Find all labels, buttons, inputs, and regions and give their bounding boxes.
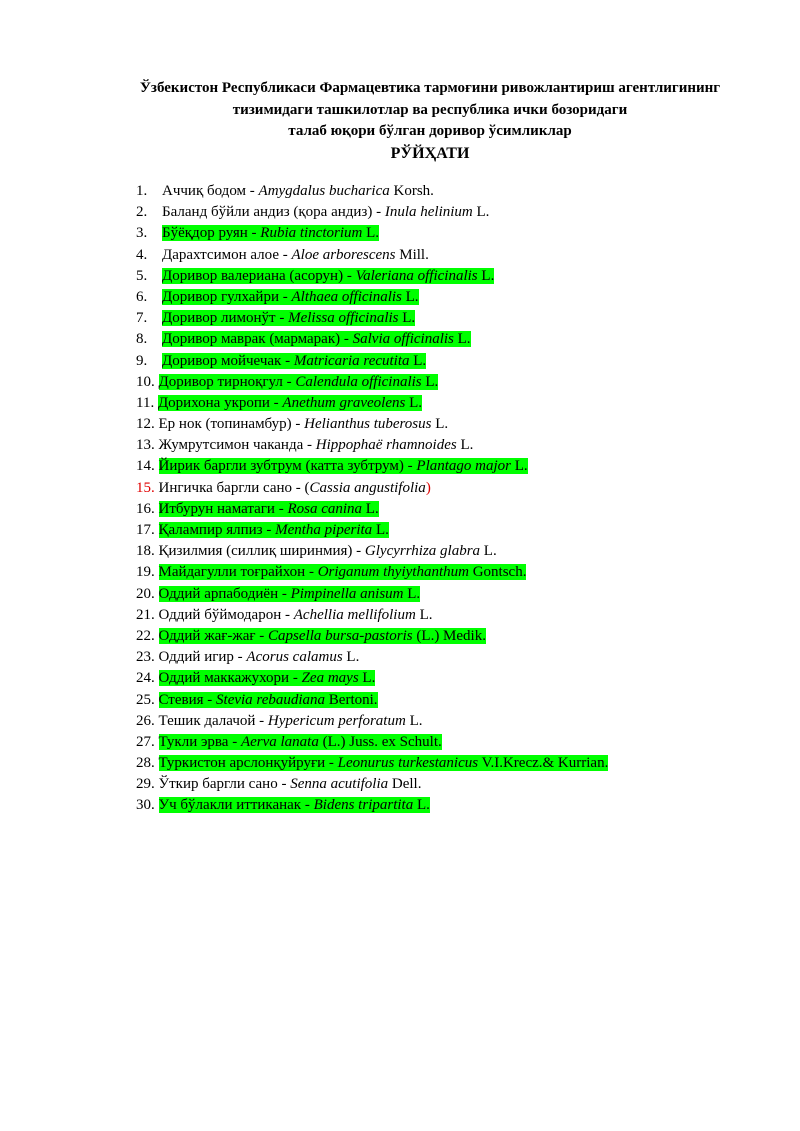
list-item [136,605,608,626]
item-text: Жумрутсимон чаканда - Hippophaë rhamnoides L. [158,437,474,454]
item-author: L. [481,267,495,284]
item-author: Gontsch. [472,564,527,581]
item-name: Бўёқдор руян [162,225,248,242]
list-item [136,329,608,350]
list-item [136,562,608,583]
item-latin: Amygdalus bucharica [258,183,390,199]
item-text: Доривор гулхайри - Althaea officinalis L. [162,288,419,305]
item-number: 4. [136,246,148,263]
item-number: 2. [136,204,148,221]
list-item [136,626,608,647]
item-author: L. [457,331,471,348]
item-name: Оддий маккажухори [158,670,290,687]
title-line-2: тизимидаги ташкилотлар ва республика ички бозоридаги [232,101,628,118]
item-name: Оддий бўймодарон [158,606,282,623]
item-text: Дорихона укропи - Anethum graveolens L. [157,394,422,411]
item-number: 6. [136,288,148,305]
list-item [136,308,608,329]
item-name: Туркистон арслонқуйруғи [158,755,326,772]
item-name: Йирик баргли зубтрум (катта зубтрум) [158,458,404,475]
list-item [136,690,608,711]
item-author: L. [365,500,379,517]
item-latin: Capsella bursa-pastoris [268,627,413,644]
item-name: Итбурун наматаги [158,500,275,517]
item-name: Жумрутсимон чаканда [158,437,304,454]
item-text: Туркистон арслонқуйруғи - Leonurus turkestanicus V.I.Krecz.& Kurrian. [158,755,609,772]
list-item [136,414,608,435]
list-item [136,202,608,223]
item-name: Доривор маврак (мармарак) [162,331,341,348]
item-author: Dell. [391,776,422,793]
item-text: Доривор лимонўт - Melissa officinalis L. [162,310,416,327]
item-author: L. [405,288,419,305]
item-name: Майдагулли тоғрайхон [158,564,306,581]
list-item [136,520,608,541]
list-item [136,266,608,287]
item-latin: Melissa officinalis [288,310,399,327]
item-latin: Acorus calamus [246,649,343,666]
item-latin: Rubia tinctorium [260,225,363,242]
item-number: 28. [136,755,155,772]
item-author: L. [435,416,449,433]
item-name: Баланд бўйли андиз (қора андиз) [162,204,373,221]
item-number: 9. [136,352,148,369]
item-number: 22. [136,627,155,644]
item-text: Аччиқ бодом - Amygdalus bucharica Korsh. [162,183,434,199]
title-line-1: Ўзбекистон Республикаси Фармацевтика тармоғини ривожлантириш агентлигининг [139,80,721,96]
document-title [60,78,800,164]
item-number: 30. [136,797,155,814]
item-text: Дарахтсимон алое - Aloe arborescens Mill. [162,246,429,263]
item-author: L. [362,670,376,687]
item-author: L. [514,458,528,475]
list-item [136,499,608,520]
item-author: L. [419,606,433,623]
list-item [136,647,608,668]
item-name: Қизилмия (силлиқ ширинмия) [158,543,353,560]
item-latin: Salvia officinalis [352,331,454,348]
item-name: Дарахтсимон алое [162,246,279,263]
item-name: Стевия [158,691,204,708]
item-number: 23. [136,649,155,666]
item-number: 17. [136,522,155,538]
item-number: 14. [136,458,155,475]
item-author: V.I.Krecz.& Kurrian. [481,755,609,772]
item-latin: Origanum thyiythanthum [317,564,469,581]
item-latin: Stevia rebaudiana [216,691,326,708]
item-text: Бўёқдор руян - Rubia tinctorium L. [162,225,380,242]
item-latin: Achellia mellifolium [293,606,416,623]
list-item [136,711,608,732]
item-latin: Glycyrrhiza glabra [364,543,481,560]
item-number: 16. [136,500,155,517]
item-text: Доривор тирноқгул - Calendula officinalis L. [158,373,439,390]
list-item [136,668,608,689]
item-author: L. [416,797,430,814]
item-name: Дорихона укропи [157,394,270,411]
item-text: Баланд бўйли андиз (қора андиз) - Inula helinium L. [162,204,490,221]
item-text: Йирик баргли зубтрум (катта зубтрум) - Plantago major L. [158,458,528,475]
item-latin: Pimpinella anisum [290,585,404,602]
list-item [136,456,608,477]
list-item [136,223,608,244]
item-latin: Rosa canina [287,500,363,517]
item-number: 21. [136,606,155,623]
item-text: Ўткир баргли сано - Senna acutifolia Dell. [158,776,422,793]
title-line-3: талаб юқори бўлган доривор ўсимликлар [288,123,572,139]
item-author: L. [409,712,423,729]
item-author: (L.) Medik. [416,627,486,644]
item-author: L. [409,394,422,411]
list-item [136,435,608,456]
item-number: 7. [136,310,148,327]
item-name: Ўткир баргли сано [158,776,278,793]
item-number: 26. [136,712,155,729]
item-number: 25. [136,691,155,708]
item-latin: Althaea officinalis [291,288,402,305]
item-latin: Zea mays [301,670,359,687]
item-author: Bertoni. [328,691,378,708]
plant-list [136,181,608,817]
item-name: Уч бўлакли иттиканак [158,797,302,814]
item-latin: Inula helinium [384,204,473,221]
item-text: Итбурун наматаги - Rosa canina L. [158,500,379,517]
list-item [136,541,608,562]
item-text: Доривор валериана (асорун) - Valeriana officinalis L. [162,267,495,284]
item-name: Доривор мойчечак [162,352,282,369]
item-number: 19. [136,564,155,581]
list-item [136,393,608,414]
item-name: Доривор лимонўт [162,310,276,327]
item-text: Майдагулли тоғрайхон - Origanum thyiythanthum Gontsch. [158,564,527,581]
item-author: L. [476,204,490,221]
item-latin: Valeriana officinalis [355,267,478,284]
item-author: (L.) Juss. ex Schult. [322,733,442,750]
list-item [136,795,608,816]
item-author: L. [407,585,421,602]
item-name: Доривор тирноқгул [158,373,283,390]
item-latin: Plantago major [416,458,511,475]
item-name: Доривор валериана (асорун) [162,267,344,284]
item-number: 20. [136,585,155,602]
item-author: L. [402,310,416,327]
item-name: Қалампир ялпиз [158,522,263,538]
item-text: Ер нок (топинамбур) - Helianthus tuberosus L. [158,416,449,433]
item-latin: Hypericum perforatum [267,712,406,729]
item-number: 24. [136,670,155,687]
item-number: 15. [136,479,155,496]
list-item [136,584,608,605]
item-author: L. [375,522,389,538]
item-name: Доривор гулхайри [162,288,279,305]
item-author: L. [346,649,360,666]
item-latin: Matricaria recutita [293,352,410,369]
item-number: 8. [136,331,148,348]
closing-paren: ) [425,479,431,496]
item-number: 12. [136,416,155,433]
item-text: Доривор маврак (мармарак) - Salvia officinalis L. [162,331,471,348]
item-latin: Cassia angustifolia [309,479,426,496]
item-name: Ингичка баргли сано [158,479,293,496]
item-latin: Hippophaë rhamnoides [315,437,457,454]
item-text: Оддий игир - Acorus calamus L. [158,649,360,666]
item-author: L. [483,543,497,560]
item-text: Тешик далачой - Hypericum perforatum L. [158,712,423,729]
item-number: 18. [136,543,155,560]
item-number: 1. [136,183,148,199]
item-latin: Aloe arborescens [291,246,396,263]
item-text: Стевия - Stevia rebaudiana Bertoni. [158,691,378,708]
item-author: L. [425,373,439,390]
list-item [136,774,608,795]
item-number: 29. [136,776,155,793]
item-name: Тукли эрва [158,733,229,750]
item-text: Ингичка баргли сано - (Cassia angustifolia) [158,479,431,496]
list-item [136,753,608,774]
list-item [136,245,608,266]
item-name: Оддий игир [158,649,234,666]
item-latin: Senna acutifolia [290,776,389,793]
item-latin: Calendula officinalis [295,373,422,390]
list-item [136,287,608,308]
item-text: Доривор мойчечак - Matricaria recutita L. [162,352,427,369]
item-text: Қалампир ялпиз - Mentha piperita L. [158,522,389,538]
list-item [136,478,608,499]
item-text: Тукли эрва - Aerva lanata (L.) Juss. ex Schult. [158,733,442,750]
item-number: 11. [136,394,155,411]
item-name: Оддий жағ-жағ [158,627,256,644]
list-item [136,732,608,753]
item-number: 5. [136,267,148,284]
item-name: Тешик далачой [158,712,256,729]
item-author: L. [413,352,427,369]
item-author: Korsh. [393,183,434,199]
list-item [136,372,608,393]
item-number: 13. [136,437,155,454]
title-line-4: РЎЙҲАТИ [390,144,470,162]
item-number: 3. [136,225,148,242]
item-number: 27. [136,733,155,750]
item-latin: Aerva lanata [240,733,319,750]
item-latin: Helianthus tuberosus [304,416,432,433]
item-name: Оддий арпабодиён [158,585,279,602]
list-item [136,181,608,202]
item-name: Ер нок (топинамбур) [158,416,292,433]
item-number: 10. [136,373,155,390]
item-text: Оддий бўймодарон - Achellia mellifolium L. [158,606,433,623]
item-latin: Bidens tripartita [313,797,414,814]
item-author: Mill. [399,246,429,263]
item-author: L. [366,225,380,242]
item-text: Оддий жағ-жағ - Capsella bursa-pastoris (L.) Medik. [158,627,486,644]
item-latin: Anethum graveolens [282,394,406,411]
item-author: L. [460,437,474,454]
item-name: Аччиқ бодом [162,183,247,199]
item-latin: Leonurus turkestanicus [337,755,479,772]
item-text: Уч бўлакли иттиканак - Bidens tripartita L. [158,797,430,814]
item-text: Қизилмия (силлиқ ширинмия) - Glycyrrhiza glabra L. [158,543,497,560]
item-text: Оддий арпабодиён - Pimpinella anisum L. [158,585,421,602]
item-latin: Mentha piperita [275,522,373,538]
item-text: Оддий маккажухори - Zea mays L. [158,670,376,687]
list-item [136,351,608,372]
